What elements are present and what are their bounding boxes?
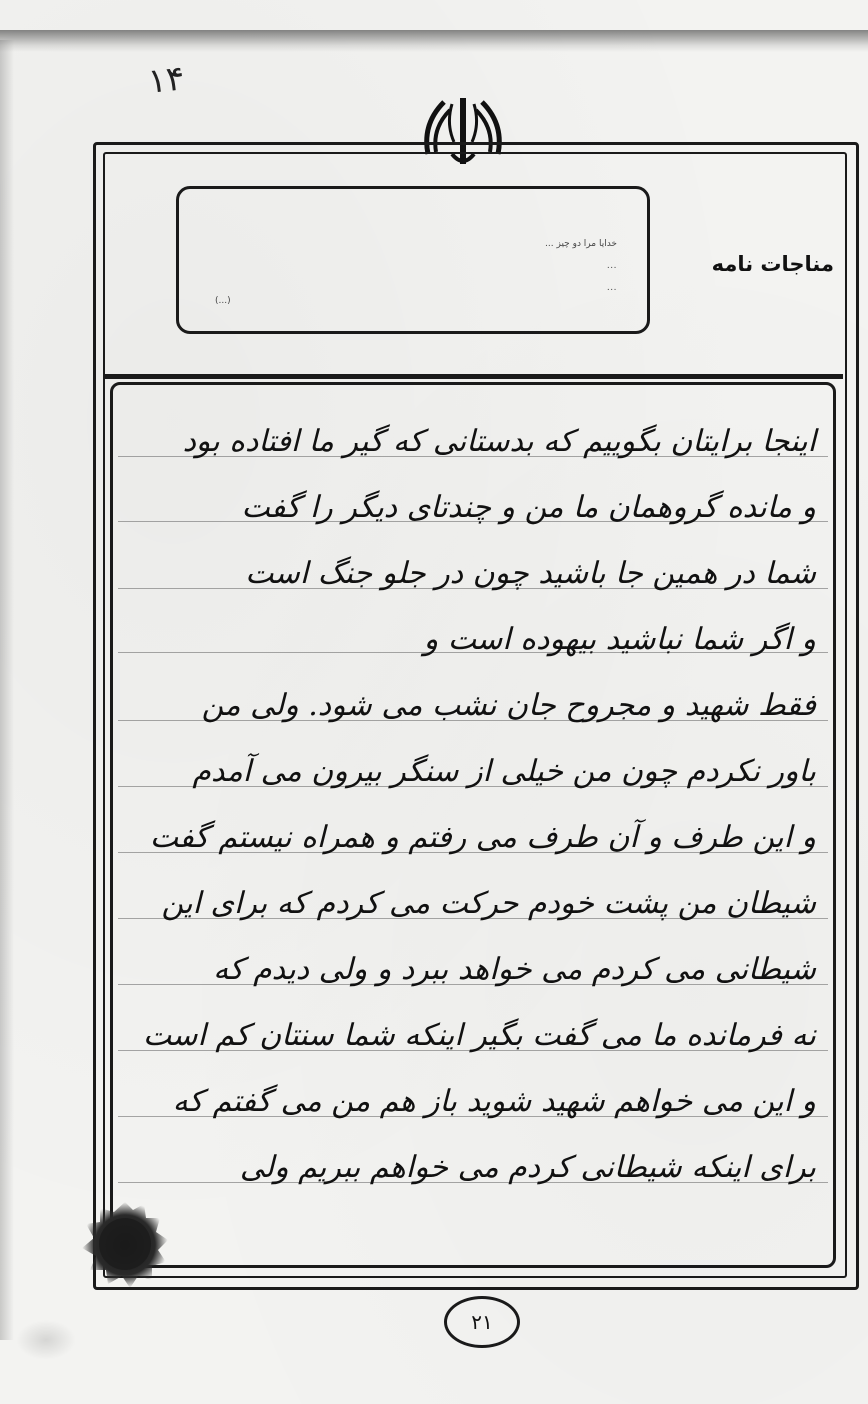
smudge-mark (16, 1320, 76, 1360)
handwritten-line: شما در همین جا باشید چون در جلو جنگ است (245, 556, 816, 591)
corner-handwritten-number: ۱۴ (146, 58, 187, 102)
epigraph-box (176, 186, 650, 334)
epigraph-line: ... (606, 283, 617, 293)
handwritten-line: اینجا برایتان بگوییم که بدستانی که گیر ما افتاده بود (182, 424, 816, 459)
epigraph-line: ... (606, 261, 617, 271)
epigraph-signature: (...) (215, 296, 231, 306)
epigraph-line: خدایا مرا دو چیز ... (545, 239, 617, 249)
page-number: ۲۱ (444, 1296, 520, 1348)
ink-blot (78, 1196, 172, 1290)
scan-left-edge (0, 40, 14, 1340)
scan-top-edge (0, 30, 868, 52)
handwritten-line: شیطان من پشت خودم حرکت می کردم که برای این (161, 886, 816, 921)
handwritten-line: شیطانی می کردم می خواهد ببرد و ولی دیدم که (213, 952, 816, 987)
handwritten-line: نه فرمانده ما می گفت بگیر اینکه شما سنتان کم است (142, 1018, 816, 1053)
handwritten-line: برای اینکه شیطانی کردم می خواهم ببریم ولی (239, 1150, 816, 1185)
section-title: مناجات نامه (711, 252, 834, 276)
handwritten-line: باور نکردم چون من خیلی از سنگر بیرون می آمدم (192, 754, 816, 789)
handwritten-line: و اگر شما نباشید بیهوده است و (423, 622, 816, 657)
handwritten-line: فقط شهید و مجروح جان نشب می شود. ولی من (201, 688, 816, 723)
handwritten-line: و این می خواهم شهید شوید باز هم من می گفتم که (172, 1084, 816, 1119)
handwritten-line: و مانده گروهمان ما من و چندتای دیگر را گفت (241, 490, 816, 525)
handwritten-line: و این طرف و آن طرف می رفتم و همراه نیستم گفت (149, 820, 816, 855)
